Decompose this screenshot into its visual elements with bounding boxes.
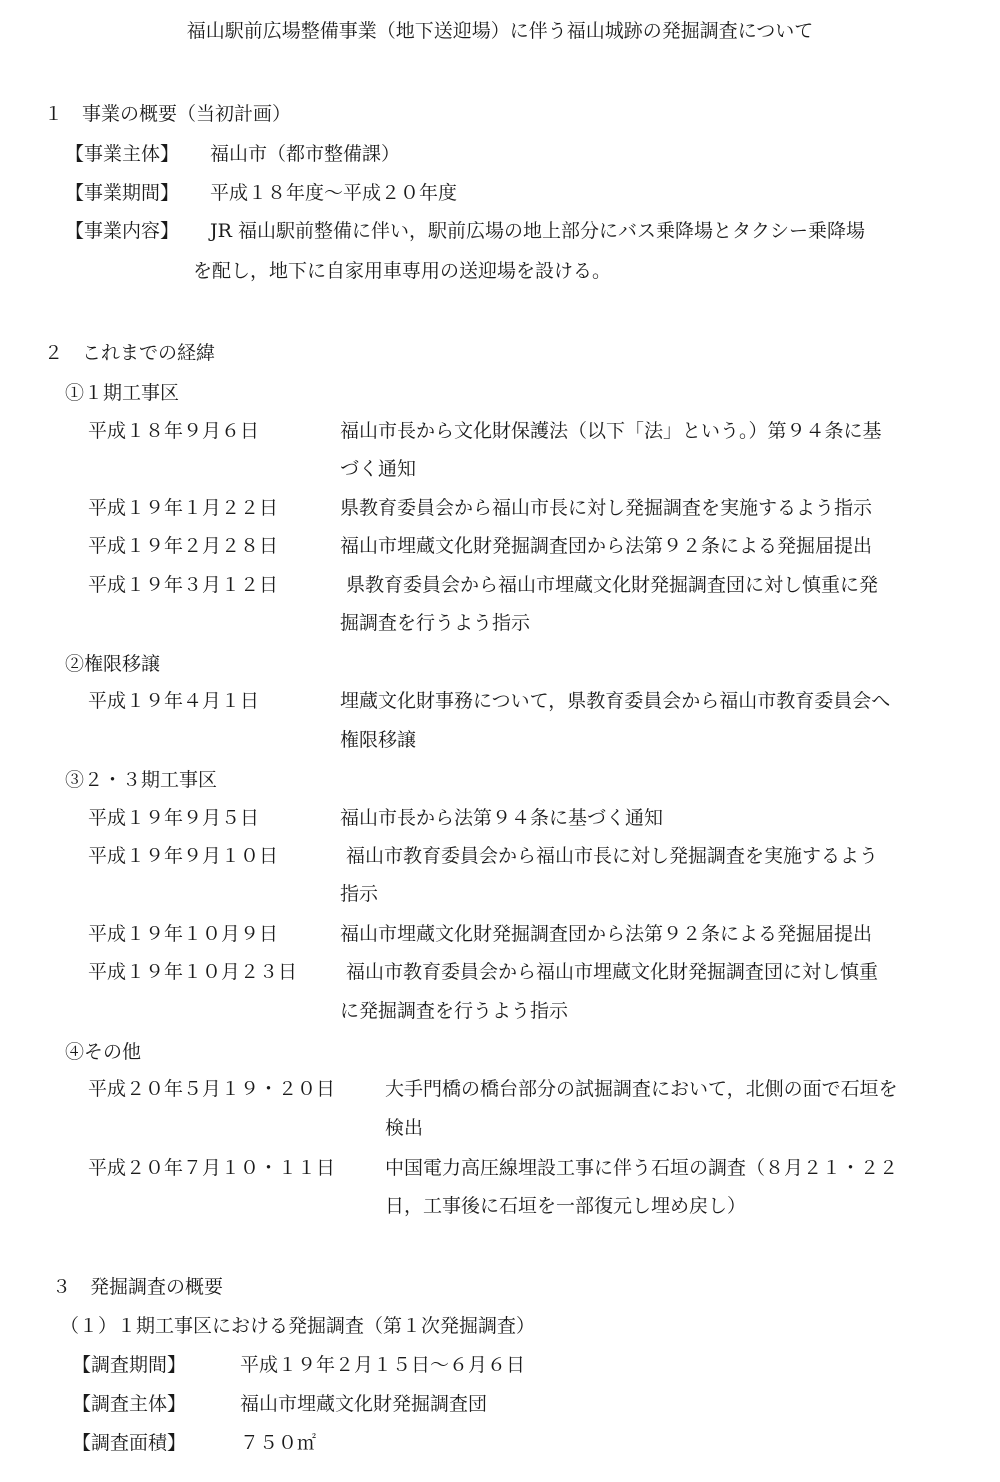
field-value-jigyo-naiyo-line2: を配し，地下に自家用車専用の送迎場を設ける。 <box>193 260 612 282</box>
entry-text-cont: 掘調査を行うよう指示 <box>340 612 531 634</box>
field-value-jigyo-kikan: 平成１８年度～平成２０年度 <box>210 182 458 204</box>
entry-date: 平成１９年１０月９日 <box>88 923 279 945</box>
entry-text-cont: に発掘調査を行うよう指示 <box>340 1000 569 1022</box>
entry-text: 福山市長から法第９４条に基づく通知 <box>340 807 664 829</box>
entry-text: 福山市長から文化財保護法（以下「法」という。）第９４条に基 <box>340 420 882 442</box>
group-4-title: ④その他 <box>65 1041 142 1063</box>
section-3-subheading: （１）１期工事区における発掘調査（第１次発掘調査） <box>60 1315 536 1337</box>
entry-date: 平成１９年４月１日 <box>88 690 260 712</box>
section-1-heading: １ 事業の概要（当初計画） <box>44 103 292 125</box>
section-3-heading: ３ 発掘調査の概要 <box>52 1276 224 1298</box>
entry-date: 平成１９年１０月２３日 <box>88 961 298 983</box>
entry-text-cont: づく通知 <box>340 458 417 480</box>
section-2-heading: ２ これまでの経緯 <box>44 342 216 364</box>
group-2-title: ②権限移譲 <box>65 653 161 675</box>
field-label-chosa-kikan: 【調査期間】 <box>72 1354 187 1376</box>
entry-date: 平成１９年９月１０日 <box>88 845 279 867</box>
entry-text-cont: 日，工事後に石垣を一部復元し埋め戻し） <box>385 1195 747 1217</box>
entry-date: 平成２０年５月１９・２０日 <box>88 1078 336 1100</box>
group-3-title: ③２・３期工事区 <box>65 769 218 791</box>
field-value-jigyo-naiyo-line1: JR 福山駅前整備に伴い，駅前広場の地上部分にバス乗降場とタクシー乗降場 <box>210 220 865 242</box>
field-label-jigyo-shutai: 【事業主体】 <box>65 143 180 165</box>
field-label-jigyo-naiyo: 【事業内容】 <box>65 220 180 242</box>
group-1-title: ①１期工事区 <box>65 382 180 404</box>
entry-text: 県教育委員会から福山市埋蔵文化財発掘調査団に対し慎重に発 <box>346 574 879 596</box>
document-title: 福山駅前広場整備事業（地下送迎場）に伴う福山城跡の発掘調査について <box>186 20 814 42</box>
entry-text: 福山市埋蔵文化財発掘調査団から法第９２条による発掘届提出 <box>340 535 873 557</box>
entry-text: 大手門橋の橋台部分の試掘調査において，北側の面で石垣を <box>385 1078 898 1100</box>
entry-text: 福山市教育委員会から福山市埋蔵文化財発掘調査団に対し慎重 <box>346 961 879 983</box>
field-value-chosa-menseki: ７５０㎡ <box>240 1432 317 1454</box>
entry-date: 平成１９年３月１２日 <box>88 574 279 596</box>
field-value-chosa-shutai: 福山市埋蔵文化財発掘調査団 <box>240 1393 488 1415</box>
entry-date: 平成２０年７月１０・１１日 <box>88 1157 336 1179</box>
entry-text: 福山市埋蔵文化財発掘調査団から法第９２条による発掘届提出 <box>340 923 873 945</box>
entry-date: 平成１９年９月５日 <box>88 807 260 829</box>
entry-text-cont: 検出 <box>385 1117 424 1139</box>
entry-date: 平成１９年２月２８日 <box>88 535 279 557</box>
entry-text-cont: 指示 <box>340 883 379 905</box>
entry-date: 平成１８年９月６日 <box>88 420 260 442</box>
field-label-jigyo-kikan: 【事業期間】 <box>65 182 180 204</box>
entry-text: 福山市教育委員会から福山市長に対し発掘調査を実施するよう <box>346 845 879 867</box>
entry-text: 県教育委員会から福山市長に対し発掘調査を実施するよう指示 <box>340 497 873 519</box>
entry-text-cont: 権限移譲 <box>340 729 417 751</box>
entry-text: 中国電力高圧線埋設工事に伴う石垣の調査（８月２１・２２ <box>385 1157 899 1179</box>
field-label-chosa-shutai: 【調査主体】 <box>72 1393 187 1415</box>
field-label-chosa-menseki: 【調査面積】 <box>72 1432 187 1454</box>
field-value-chosa-kikan: 平成１９年２月１５日～６月６日 <box>240 1354 526 1376</box>
entry-date: 平成１９年１月２２日 <box>88 497 279 519</box>
field-value-jigyo-shutai: 福山市（都市整備課） <box>210 143 401 165</box>
entry-text: 埋蔵文化財事務について，県教育委員会から福山市教育委員会へ <box>340 690 891 712</box>
